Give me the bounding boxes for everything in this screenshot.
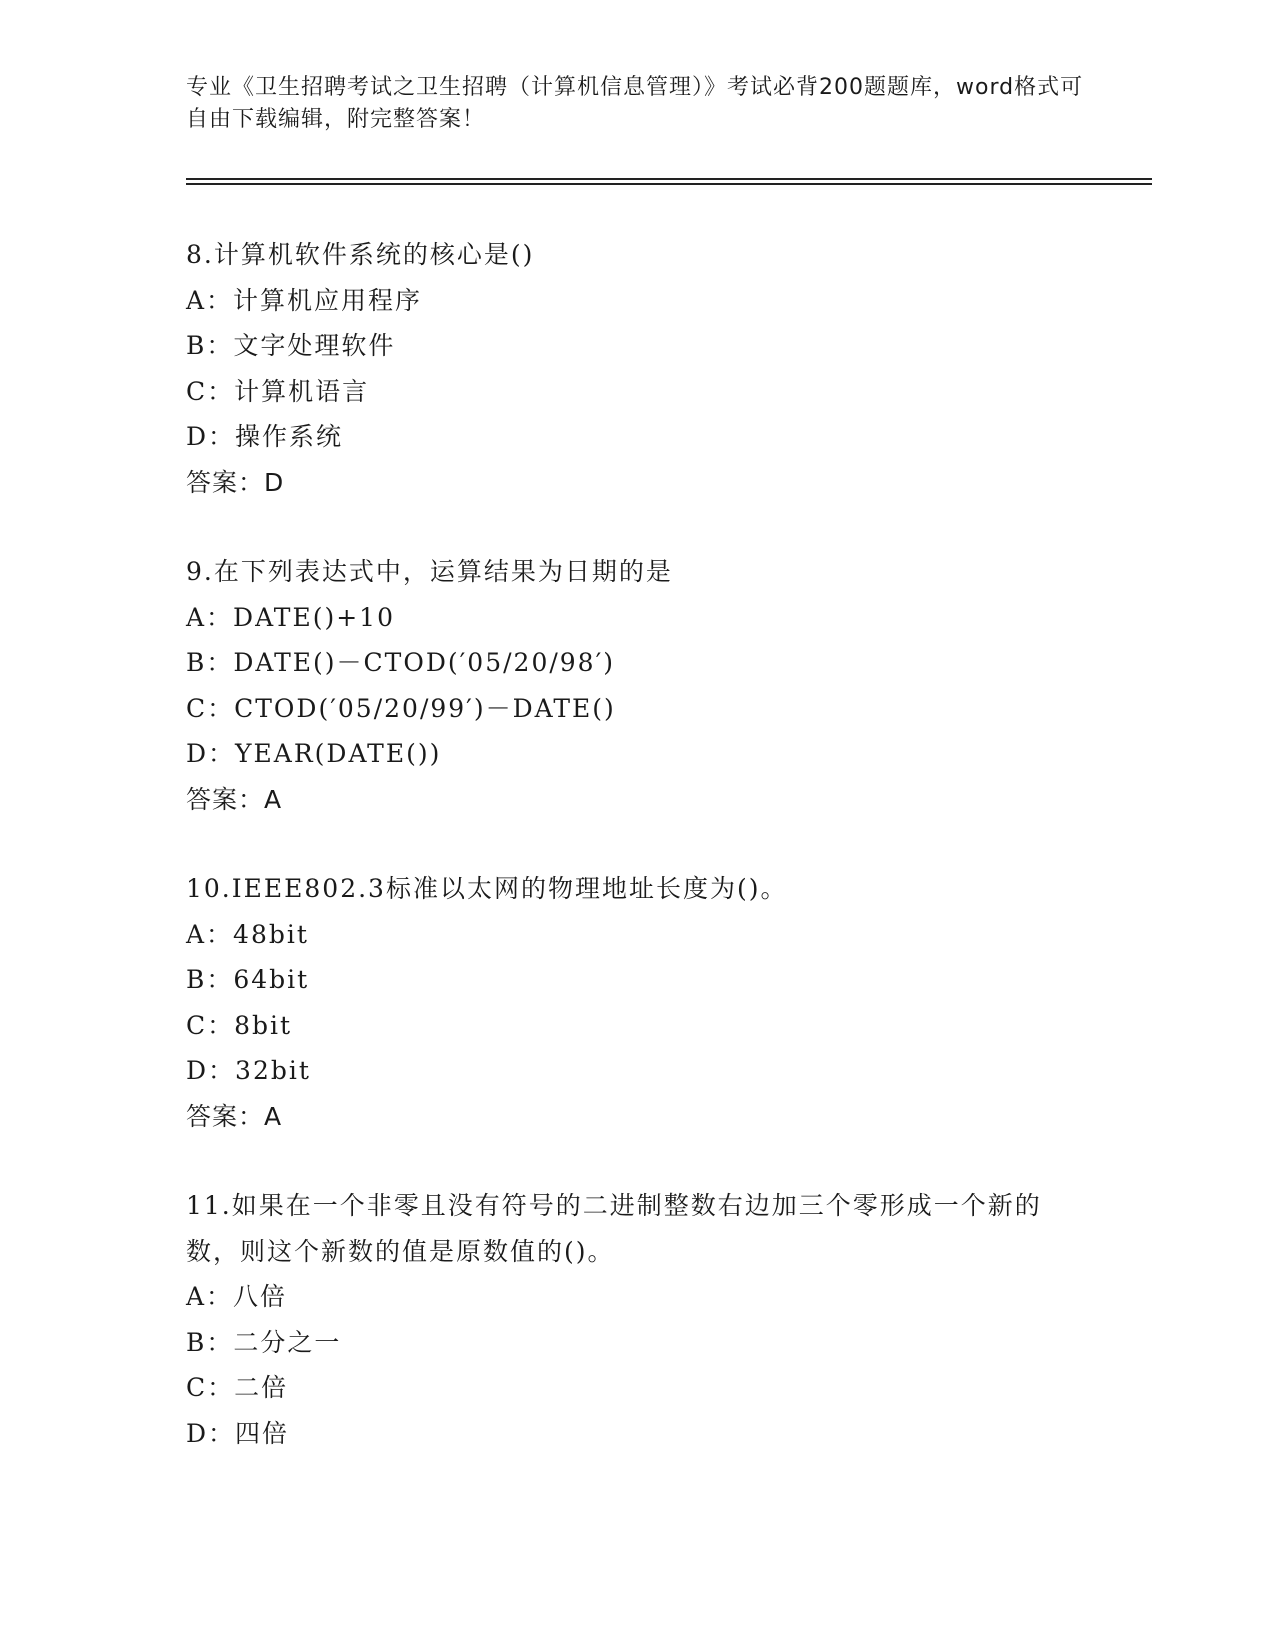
- answer-line: 答案：A: [186, 1101, 283, 1131]
- option-a: A：48bit: [186, 919, 309, 949]
- document-header: [186, 72, 1086, 136]
- question-list: [186, 232, 1086, 1500]
- question-8: [186, 232, 1086, 505]
- option-a: A：计算机应用程序: [186, 285, 423, 315]
- question-stem: 9.在下列表达式中，运算结果为日期的是: [186, 557, 673, 586]
- question-9: [186, 549, 1086, 822]
- answer-line: 答案：D: [186, 467, 285, 497]
- option-a: A：八倍: [186, 1282, 288, 1311]
- option-d: D：操作系统: [186, 422, 344, 451]
- question-stem: 11.如果在一个非零且没有符号的二进制整数右边加三个零形成一个新的数，则这个新数的值是原数值的()。: [186, 1191, 1042, 1266]
- option-d: D：四倍: [186, 1418, 290, 1448]
- question-11: [186, 1183, 1086, 1456]
- option-d: D：YEAR(DATE()): [186, 739, 442, 768]
- header-title: 专业《卫生招聘考试之卫生招聘（计算机信息管理）》考试必背200题题库，word格式可自由下载编辑，附完整答案！: [186, 75, 1084, 132]
- option-c: C：CTOD(′05/20/99′)－DATE(): [186, 693, 616, 723]
- option-a: A：DATE()+10: [186, 602, 395, 632]
- option-c: C：计算机语言: [186, 376, 370, 406]
- option-b: B：64bit: [186, 965, 310, 994]
- question-stem: 8.计算机软件系统的核心是(): [186, 240, 535, 269]
- option-c: C：8bit: [186, 1010, 293, 1040]
- header-divider-bottom: [186, 183, 1152, 185]
- option-c: C：二倍: [186, 1373, 289, 1402]
- question-stem: 10.IEEE802.3标准以太网的物理地址长度为()。: [186, 874, 788, 903]
- option-b: B：文字处理软件: [186, 331, 396, 360]
- answer-line: 答案：A: [186, 784, 283, 814]
- option-d: D：32bit: [186, 1056, 311, 1085]
- question-10: [186, 866, 1086, 1139]
- header-divider-top: [186, 178, 1152, 180]
- option-b: B：二分之一: [186, 1327, 342, 1357]
- option-b: B：DATE()－CTOD(′05/20/98′): [186, 648, 616, 677]
